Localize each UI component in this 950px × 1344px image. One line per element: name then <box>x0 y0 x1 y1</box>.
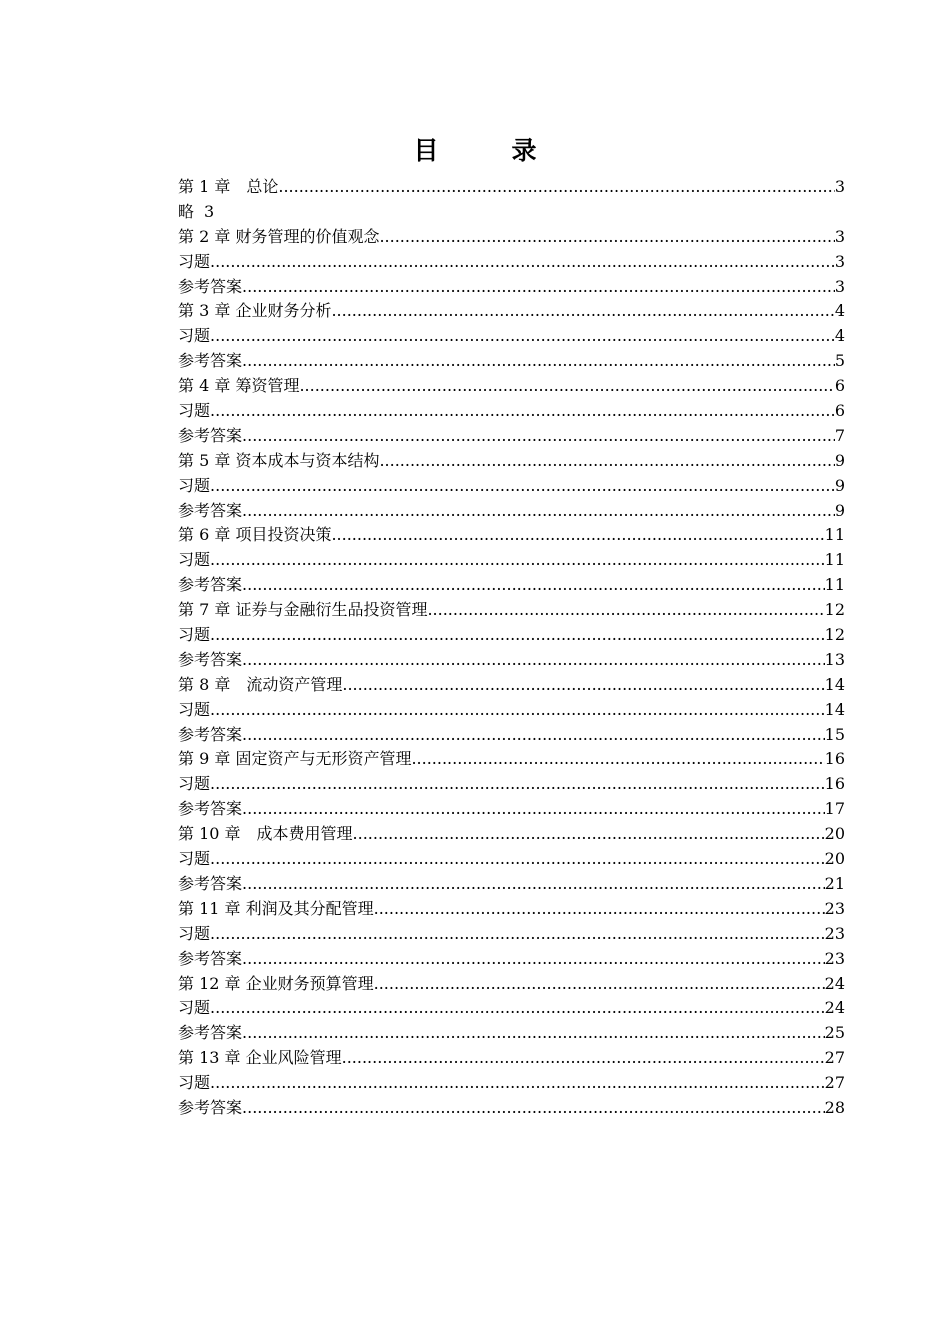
toc-dot-leader <box>210 772 825 797</box>
toc-dot-leader <box>374 897 825 922</box>
toc-dot-leader <box>278 175 834 200</box>
toc-entry[interactable] <box>178 772 845 797</box>
toc-dot-leader <box>342 1046 825 1071</box>
toc-dot-leader <box>242 723 825 748</box>
toc-dot-leader <box>210 623 825 648</box>
toc-dot-leader <box>374 972 825 997</box>
toc-dot-leader <box>342 673 824 698</box>
toc-page-number: 21 <box>824 873 845 893</box>
toc-entry-title: 习题 <box>178 475 211 495</box>
toc-entry-title: 参考答案 <box>178 724 243 744</box>
toc-entry[interactable] <box>178 299 845 324</box>
toc-page-number: 3 <box>834 251 845 271</box>
toc-entry-title: 参考答案 <box>178 948 243 968</box>
toc-dot-leader <box>242 797 825 822</box>
toc-entry-title: 第 5 章 资本成本与资本结构 <box>178 450 380 470</box>
toc-dot-leader <box>242 947 825 972</box>
toc-page-number: 11 <box>824 575 845 595</box>
toc-entry-title: 第 4 章 筹资管理 <box>178 376 300 396</box>
toc-entry-title: 第 6 章 项目投资决策 <box>178 525 332 545</box>
toc-entry[interactable] <box>178 399 845 424</box>
toc-dot-leader <box>210 1071 825 1096</box>
toc-entry[interactable] <box>178 922 845 947</box>
toc-dot-leader <box>242 872 825 897</box>
toc-page-number: 9 <box>834 500 845 520</box>
toc-entry-title: 习题 <box>178 401 211 421</box>
toc-entry-title: 参考答案 <box>178 351 243 371</box>
toc-entry-title: 习题 <box>178 550 211 570</box>
toc-entry[interactable] <box>178 897 845 922</box>
toc-dot-leader <box>210 399 835 424</box>
toc-entry-title: 第 3 章 企业财务分析 <box>178 301 332 321</box>
toc-entry[interactable] <box>178 275 845 300</box>
toc-entry[interactable] <box>178 1071 845 1096</box>
toc-page-number: 23 <box>824 948 845 968</box>
toc-entry[interactable] <box>178 698 845 723</box>
toc-entry[interactable] <box>178 972 845 997</box>
toc-entry-title: 第 10 章 成本费用管理 <box>178 824 353 844</box>
toc-dot-leader <box>299 374 834 399</box>
toc-dot-leader <box>242 573 825 598</box>
toc-entry[interactable] <box>178 723 845 748</box>
toc-page-number: 16 <box>824 774 845 794</box>
page-title: 目 录 <box>413 136 561 165</box>
toc-entry[interactable] <box>178 1021 845 1046</box>
toc-dot-leader <box>242 1021 825 1046</box>
toc-page-number: 3 <box>834 276 845 296</box>
toc-page-number: 25 <box>824 1023 845 1043</box>
toc-dot-leader <box>242 499 835 524</box>
toc-entry-title: 参考答案 <box>178 276 243 296</box>
toc-entry[interactable] <box>178 797 845 822</box>
toc-page-number: 17 <box>824 799 845 819</box>
toc-dot-leader <box>427 598 824 623</box>
toc-dot-leader <box>210 324 835 349</box>
toc-page-number: 5 <box>834 351 845 371</box>
toc-page-number: 12 <box>824 600 845 620</box>
toc-entry-title: 习题 <box>178 326 211 346</box>
toc-page-number: 20 <box>824 849 845 869</box>
toc-dot-leader <box>210 548 825 573</box>
toc-entry-title: 习题 <box>178 1073 211 1093</box>
toc-entry-title: 参考答案 <box>178 575 243 595</box>
toc-dot-leader <box>242 349 835 374</box>
toc-entry[interactable] <box>178 947 845 972</box>
toc-entry-title: 第 2 章 财务管理的价值观念 <box>178 226 380 246</box>
toc-page-number: 11 <box>824 550 845 570</box>
toc-page-number: 3 <box>834 177 845 196</box>
toc-entry-title: 第 1 章 总论 <box>178 177 279 196</box>
toc-page-number: 16 <box>824 749 845 769</box>
toc-entry-title: 参考答案 <box>178 649 243 669</box>
toc-dot-leader <box>210 474 835 499</box>
toc-entry-title: 第 12 章 企业财务预算管理 <box>178 973 374 993</box>
toc-dot-leader <box>242 424 835 449</box>
table-of-contents <box>178 175 845 1121</box>
toc-entry[interactable] <box>178 847 845 872</box>
toc-entry[interactable] <box>178 623 845 648</box>
toc-page-number: 24 <box>824 998 845 1018</box>
toc-dot-leader <box>379 449 834 474</box>
toc-entry-title: 参考答案 <box>178 799 243 819</box>
toc-page-number: 4 <box>834 301 845 321</box>
toc-entry[interactable] <box>178 1046 845 1071</box>
toc-entry[interactable] <box>178 225 845 250</box>
toc-dot-leader <box>242 648 825 673</box>
toc-dot-leader <box>210 250 835 275</box>
toc-page-number: 27 <box>824 1048 845 1068</box>
toc-entry-title: 第 11 章 利润及其分配管理 <box>178 898 374 918</box>
toc-entry-title: 习题 <box>178 849 211 869</box>
toc-entry[interactable] <box>178 499 845 524</box>
toc-dot-leader <box>242 1096 825 1121</box>
toc-dot-leader <box>242 275 835 300</box>
toc-entry-title: 略 <box>178 201 195 221</box>
toc-page-number: 3 <box>204 201 215 221</box>
toc-entry-title: 习题 <box>178 251 211 271</box>
toc-entry[interactable] <box>178 1096 845 1121</box>
toc-dot-leader <box>210 922 825 947</box>
toc-entry-title: 参考答案 <box>178 425 243 445</box>
toc-entry-title: 第 9 章 固定资产与无形资产管理 <box>178 749 412 769</box>
toc-dot-leader <box>210 847 825 872</box>
toc-entry[interactable] <box>178 872 845 897</box>
toc-entry-title: 参考答案 <box>178 873 243 893</box>
toc-entry-title: 习题 <box>178 699 211 719</box>
toc-page-number: 9 <box>834 475 845 495</box>
toc-dot-leader <box>210 698 825 723</box>
toc-entry-title: 参考答案 <box>178 500 243 520</box>
toc-entry[interactable] <box>178 349 845 374</box>
toc-page-number: 15 <box>824 724 845 744</box>
toc-dot-leader <box>210 996 825 1021</box>
toc-page-number: 23 <box>824 923 845 943</box>
toc-page-number: 11 <box>824 525 845 545</box>
toc-entry[interactable] <box>178 648 845 673</box>
toc-entry[interactable] <box>178 598 845 623</box>
toc-entry[interactable] <box>178 250 845 275</box>
toc-dot-leader <box>353 822 825 847</box>
toc-page-number: 20 <box>824 824 845 844</box>
toc-entry-title: 习题 <box>178 774 211 794</box>
toc-page-number: 28 <box>824 1097 845 1117</box>
toc-dot-leader <box>331 523 824 548</box>
toc-entry[interactable] <box>178 747 845 772</box>
toc-page-number: 6 <box>834 401 845 421</box>
toc-dot-leader <box>411 747 824 772</box>
toc-entry[interactable] <box>178 822 845 847</box>
toc-page-number: 9 <box>834 450 845 470</box>
toc-entry[interactable] <box>178 200 845 225</box>
toc-entry[interactable] <box>178 573 845 598</box>
toc-entry-title: 第 7 章 证券与金融衍生品投资管理 <box>178 600 428 620</box>
toc-page-number: 14 <box>824 699 845 719</box>
toc-page-number: 24 <box>824 973 845 993</box>
toc-entry[interactable] <box>178 424 845 449</box>
toc-entry-title: 习题 <box>178 998 211 1018</box>
toc-entry[interactable] <box>178 474 845 499</box>
toc-entry[interactable] <box>178 374 845 399</box>
toc-entry[interactable] <box>178 548 845 573</box>
toc-entry[interactable] <box>178 673 845 698</box>
toc-page-number: 23 <box>824 898 845 918</box>
toc-entry[interactable] <box>178 324 845 349</box>
toc-page-number: 7 <box>834 425 845 445</box>
toc-page-number: 3 <box>834 226 845 246</box>
toc-dot-leader <box>331 299 834 324</box>
toc-entry-title: 第 8 章 流动资产管理 <box>178 674 343 694</box>
toc-entry-title: 参考答案 <box>178 1023 243 1043</box>
toc-page-number: 6 <box>834 376 845 396</box>
toc-page-number: 14 <box>824 674 845 694</box>
toc-page-number: 4 <box>834 326 845 346</box>
toc-entry-title: 习题 <box>178 923 211 943</box>
toc-entry[interactable] <box>178 449 845 474</box>
toc-entry[interactable] <box>178 996 845 1021</box>
toc-entry-title: 参考答案 <box>178 1097 243 1117</box>
toc-page-number: 27 <box>824 1073 845 1093</box>
toc-page-number: 13 <box>824 649 845 669</box>
toc-entry-title: 习题 <box>178 625 211 645</box>
toc-entry-title: 第 13 章 企业风险管理 <box>178 1048 342 1068</box>
toc-page-number: 12 <box>824 625 845 645</box>
toc-dot-leader <box>379 225 834 250</box>
toc-entry[interactable] <box>178 175 845 200</box>
toc-entry[interactable] <box>178 523 845 548</box>
